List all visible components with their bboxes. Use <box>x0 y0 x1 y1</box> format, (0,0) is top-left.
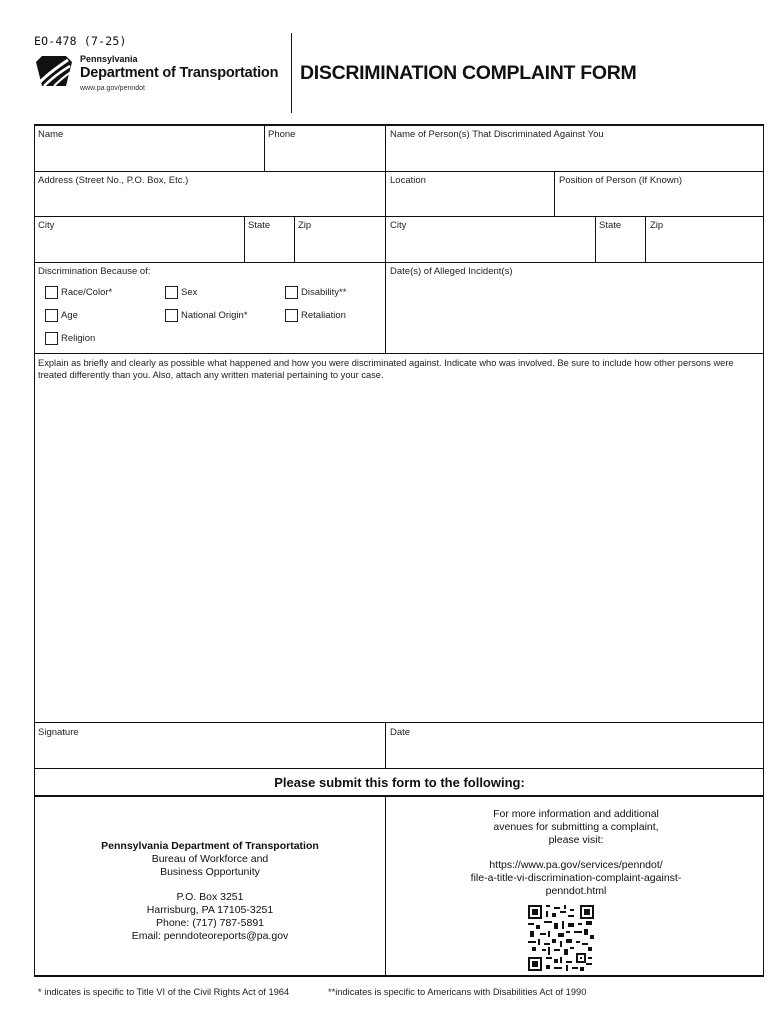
state-right-field[interactable] <box>596 234 644 261</box>
info-link-line-1[interactable]: https://www.pa.gov/services/penndot/ <box>489 859 663 871</box>
form-bottom-border <box>34 975 764 977</box>
location-label: Location <box>390 175 426 186</box>
header-divider <box>291 33 292 113</box>
name-label: Name <box>38 129 64 140</box>
city-state-zip: Harrisburg, PA 17105-3251 <box>146 904 274 916</box>
sex-checkbox[interactable] <box>165 286 178 299</box>
city-left-field[interactable] <box>35 234 243 261</box>
form-right-border <box>763 124 764 976</box>
zip-left-label: Zip <box>298 220 312 231</box>
info-link-line-3[interactable]: penndot.html <box>545 885 607 897</box>
row-divider-2 <box>34 216 764 217</box>
explanation-instructions: Explain as briefly and clearly as possible what happened and how you were discriminated against. Indicate who was involved. Be sure to include how other persons were treated differently than you. Also, attach any written material pertaining to your case. <box>38 358 734 380</box>
form-top-border <box>34 124 764 126</box>
dates-incident-label: Date(s) of Alleged Incident(s) <box>390 266 513 277</box>
national-origin-checkbox[interactable] <box>165 309 178 322</box>
row-divider-5 <box>34 722 764 723</box>
row-divider-3 <box>34 262 764 263</box>
row-divider-4 <box>34 353 764 354</box>
state-left-label: State <box>248 220 271 231</box>
info-line-1: For more information and additional <box>493 808 659 820</box>
dates-incident-field[interactable] <box>386 280 762 352</box>
form-title: DISCRIMINATION COMPLAINT FORM <box>300 62 637 84</box>
row-divider-7 <box>34 795 764 797</box>
position-field[interactable] <box>555 189 762 215</box>
info-link-line-2[interactable]: file-a-title-vi-discrimination-complaint-against- <box>470 872 682 884</box>
explanation-field[interactable] <box>35 385 762 721</box>
col-divider-main-3 <box>385 795 386 975</box>
sex-label: Sex <box>181 287 198 298</box>
form-code: EO-478 (7-25) <box>34 34 127 48</box>
qr-code-icon <box>528 905 594 971</box>
footnote-ada: **indicates is specific to Americans with Disabilities Act of 1990 <box>328 987 587 997</box>
info-line-3: please visit: <box>548 834 604 846</box>
contact-phone: Phone: (717) 787-5891 <box>156 917 264 929</box>
keystone-logo-icon <box>34 52 74 88</box>
mailing-address-block <box>36 840 384 943</box>
zip-right-label: Zip <box>650 220 664 231</box>
city-right-field[interactable] <box>386 234 594 261</box>
retaliation-label: Retaliation <box>301 310 346 321</box>
address-label: Address (Street No., P.O. Box, Etc.) <box>38 175 189 186</box>
city-left-label: City <box>38 220 55 231</box>
submit-section-title: Please submit this form to the following: <box>274 775 525 790</box>
bureau-line-2: Business Opportunity <box>160 866 260 878</box>
date-label: Date <box>390 727 411 738</box>
signature-label: Signature <box>38 727 79 738</box>
zip-left-field[interactable] <box>295 234 384 261</box>
discrimination-because-label: Discrimination Because of: <box>38 266 151 277</box>
age-label: Age <box>61 310 78 321</box>
info-line-2: avenues for submitting a complaint, <box>493 821 659 833</box>
location-field[interactable] <box>386 189 553 215</box>
religion-checkbox[interactable] <box>45 332 58 345</box>
po-box: P.O. Box 3251 <box>176 891 244 903</box>
footnote-title-vi: * indicates is specific to Title VI of the Civil Rights Act of 1964 <box>38 987 290 997</box>
retaliation-checkbox[interactable] <box>285 309 298 322</box>
logo-url-text: www.pa.gov/penndot <box>80 85 145 92</box>
more-info-block <box>400 808 752 898</box>
discriminator-name-field[interactable] <box>386 143 762 170</box>
disability-label: Disability** <box>301 287 347 298</box>
religion-label: Religion <box>61 333 96 344</box>
position-label: Position of Person (If Known) <box>559 175 683 186</box>
zip-right-field[interactable] <box>646 234 762 261</box>
date-field[interactable] <box>386 741 762 767</box>
phone-field[interactable] <box>265 143 384 170</box>
row-divider-1 <box>34 171 764 172</box>
signature-field[interactable] <box>35 741 384 767</box>
name-field[interactable] <box>35 143 263 170</box>
phone-label: Phone <box>268 129 296 140</box>
race-color-checkbox[interactable] <box>45 286 58 299</box>
penndot-logo <box>34 52 294 98</box>
national-origin-label: National Origin* <box>181 310 248 321</box>
logo-department-text: Department of Transportation <box>80 65 279 81</box>
state-left-field[interactable] <box>245 234 293 261</box>
age-checkbox[interactable] <box>45 309 58 322</box>
org-name: Pennsylvania Department of Transportation <box>101 840 319 852</box>
row-divider-6 <box>34 768 764 769</box>
state-right-label: State <box>599 220 622 231</box>
discriminator-name-label: Name of Person(s) That Discriminated Against You <box>390 129 604 140</box>
race-color-label: Race/Color* <box>61 287 113 298</box>
city-right-label: City <box>390 220 407 231</box>
logo-state-text: Pennsylvania <box>80 54 138 64</box>
bureau-line-1: Bureau of Workforce and <box>151 853 269 865</box>
contact-email: Email: penndoteoreports@pa.gov <box>131 930 289 942</box>
address-field[interactable] <box>35 189 384 215</box>
disability-checkbox[interactable] <box>285 286 298 299</box>
